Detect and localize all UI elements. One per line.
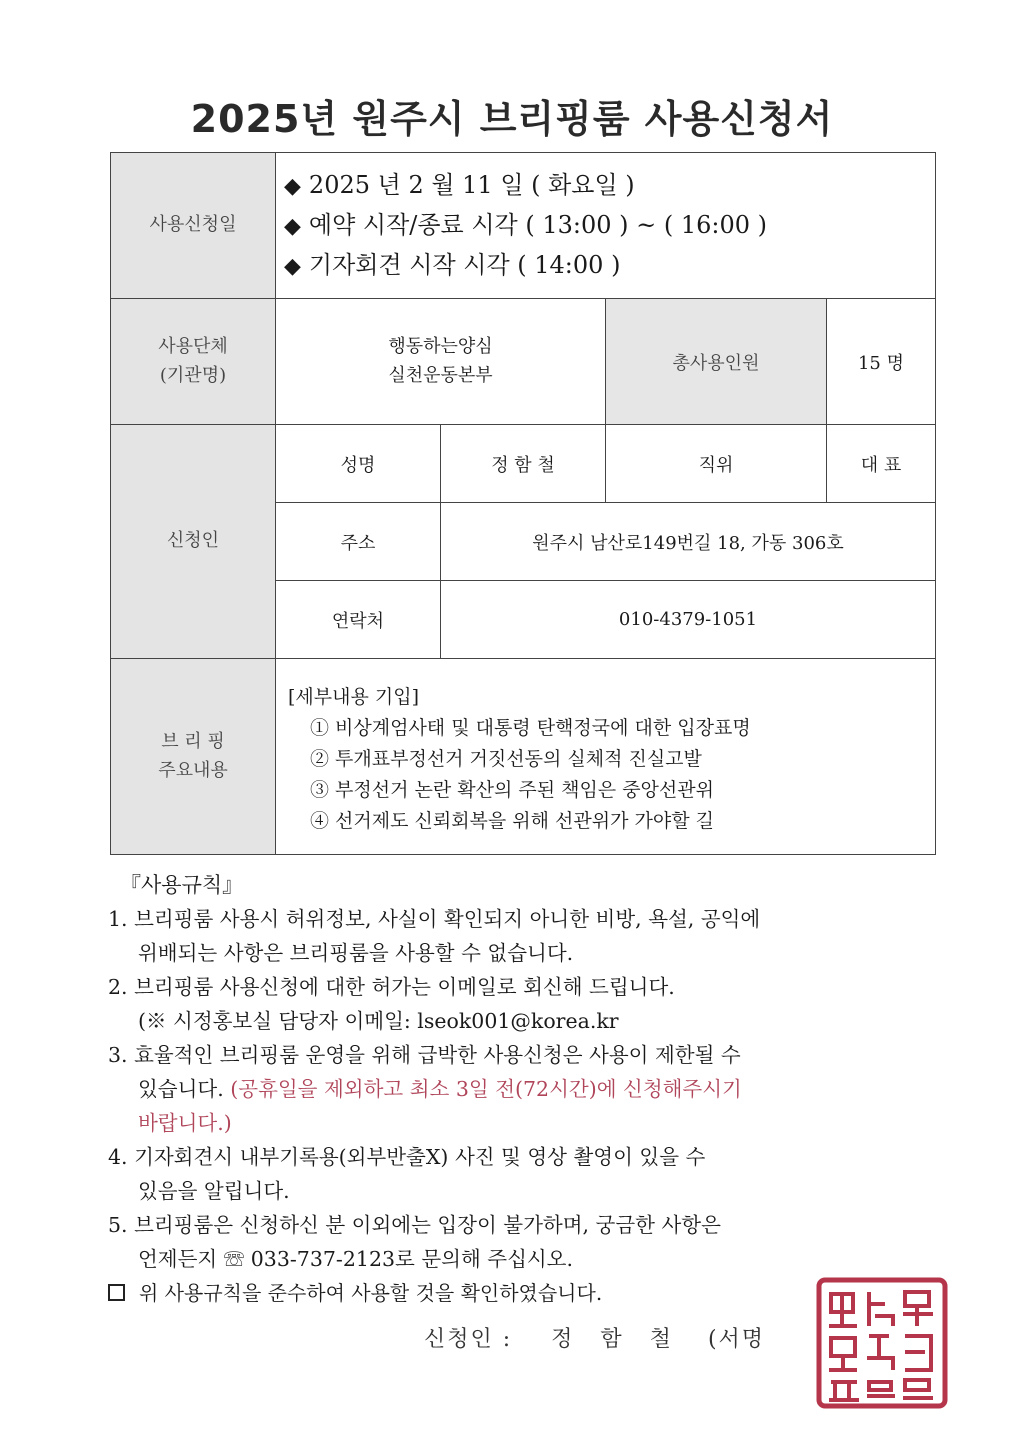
address-value: 원주시 남산로149번길 18, 가동 306호 <box>441 503 936 581</box>
checkbox-icon[interactable] <box>108 1284 125 1301</box>
org-label <box>111 299 276 425</box>
rule-4-line2: 있음을 알립니다. <box>138 1179 290 1203</box>
diamond-icon: ◆ <box>284 173 301 199</box>
rule-3-line1: 3. 효율적인 브리핑룸 운영을 위해 급박한 사용신청은 사용이 제한될 수 <box>108 1043 741 1067</box>
applicant-label: 신청인 <box>111 425 276 659</box>
rule-3-note-end: 바랍니다.) <box>138 1111 232 1135</box>
rule-2-line2: (※ 시정홍보실 담당자 이메일: lseok001@korea.kr <box>138 1009 619 1033</box>
signature-label: 신청인 : <box>424 1327 513 1352</box>
total-value: 15 명 <box>827 299 936 425</box>
position-label: 직위 <box>606 425 827 503</box>
rule-5-line2: 언제든지 ☏ 033-737-2123로 문의해 주십시오. <box>138 1247 573 1271</box>
org-label-line1: 사용단체 <box>158 335 228 357</box>
rule-5 <box>108 1208 938 1276</box>
time-line: 예약 시작/종료 시각 ( 13:00 ) ~ ( 16:00 ) <box>308 210 768 239</box>
rule-2 <box>108 970 938 1038</box>
detail-item: ① 비상계엄사태 및 대통령 탄핵정국에 대한 입장표명 <box>310 717 751 739</box>
seal-border <box>819 1280 945 1406</box>
press-line: 기자회견 시작 시각 ( 14:00 ) <box>308 250 621 279</box>
org-name-line1: 행동하는양심 <box>388 335 493 357</box>
briefing-label-line2: 주요내용 <box>158 759 228 781</box>
usage-rules <box>108 868 938 1310</box>
seal-glyphs <box>829 1292 933 1400</box>
rule-2-line1: 2. 브리핑룸 사용신청에 대한 허가는 이메일로 회신해 드립니다. <box>108 975 675 999</box>
briefing-label-line1: 브 리 핑 <box>161 730 225 752</box>
diamond-icon: ◆ <box>284 253 301 279</box>
signature-suffix: (서명 <box>707 1327 766 1352</box>
rule-1 <box>108 902 938 970</box>
briefing-details <box>276 659 936 855</box>
detail-item: ② 투개표부정선거 거짓선동의 실체적 진실고발 <box>310 748 702 770</box>
detail-item: ③ 부정선거 논란 확산의 주된 책임은 중앙선관위 <box>310 779 714 801</box>
rule-3-note: (공휴일을 제외하고 최소 3일 전(72시간)에 신청해주시기 <box>230 1077 742 1101</box>
contact-label: 연락처 <box>276 581 441 659</box>
rules-header: 『사용규칙』 <box>120 873 244 897</box>
confirm-line <box>108 1276 938 1310</box>
rule-1-line1: 1. 브리핑룸 사용시 허위정보, 사실이 확인되지 아니한 비방, 욕설, 공익에 <box>108 907 761 931</box>
rule-5-line1: 5. 브리핑룸은 신청하신 분 이외에는 입장이 불가하며, 궁금한 사항은 <box>108 1213 721 1237</box>
page-title: 2025년 원주시 브리핑룸 사용신청서 <box>190 97 834 141</box>
org-label-line2: (기관명) <box>159 364 227 386</box>
rule-3-line2: 있습니다. <box>138 1077 224 1101</box>
date-line: 2025 년 2 월 11 일 ( 화요일 ) <box>308 170 635 199</box>
rule-4-line1: 4. 기자회견시 내부기록용(외부반출X) 사진 및 영상 촬영이 있을 수 <box>108 1145 706 1169</box>
date-label: 사용신청일 <box>111 153 276 299</box>
org-name-line2: 실천운동본부 <box>388 364 493 386</box>
name-label: 성명 <box>276 425 441 503</box>
total-label: 총사용인원 <box>606 299 827 425</box>
detail-header: [세부내용 기입] <box>288 686 419 708</box>
rule-1-line2: 위배되는 사항은 브리핑룸을 사용할 수 없습니다. <box>138 941 574 965</box>
diamond-icon: ◆ <box>284 213 301 239</box>
rule-4 <box>108 1140 938 1208</box>
address-label: 주소 <box>276 503 441 581</box>
org-name <box>276 299 606 425</box>
briefing-label <box>111 659 276 855</box>
detail-item: ④ 선거제도 신뢰회복을 위해 선관위가 가야할 길 <box>310 810 714 832</box>
application-form-table <box>110 152 936 855</box>
rule-3 <box>108 1038 938 1140</box>
date-cell <box>276 153 936 299</box>
name-value: 정 함 철 <box>441 425 606 503</box>
confirm-text: 위 사용규칙을 준수하여 사용할 것을 확인하였습니다. <box>139 1281 603 1305</box>
position-value: 대 표 <box>827 425 936 503</box>
signature-name: 정함철 <box>551 1327 699 1352</box>
signature-line <box>424 1322 765 1353</box>
contact-value: 010-4379-1051 <box>441 581 936 659</box>
official-seal-icon <box>815 1276 949 1410</box>
